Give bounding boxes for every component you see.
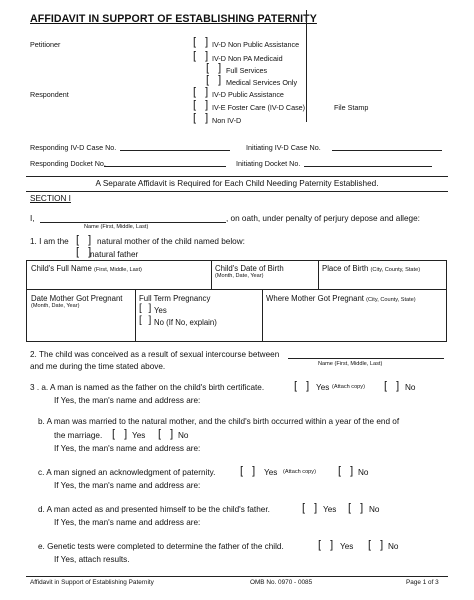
separate-affidavit-notice: A Separate Affidavit is Required for Each Child Needing Paternity Established. [95,179,379,188]
footer-omb-number: OMB No. 0970 - 0085 [250,579,313,586]
q1-natural-father: natural father [90,250,139,259]
q3a-attach: (Attach copy) [332,384,365,390]
q3c-text: c. A man signed an acknowledgment of paternity. [38,468,216,477]
section-heading: SECTION I [30,194,71,203]
full-term-no: No (If No, explain) [154,318,217,327]
q3a-ifyes: If Yes, the man's name and address are: [54,396,201,405]
q3b-ifyes: If Yes, the man's name and address are: [54,444,201,453]
table-col-divider-4 [262,289,263,342]
respondent-label: Respondent [30,90,69,99]
checkbox-q3c-yes[interactable]: [ ] [240,465,259,477]
q3d-text: d. A man acted as and presented himself to be the child's father. [38,505,270,514]
mother-preg-sub: (Month, Date, Year) [31,303,80,309]
checkbox-q3d-yes[interactable]: [ ] [302,502,321,514]
option-ivd-non-public: IV-D Non Public Assistance [212,40,300,49]
q2-name-field[interactable] [288,358,444,359]
q2-line1: 2. The child was conceived as a result of sexual intercourse between [30,350,280,359]
checkbox-q3b-yes[interactable]: [ ] [112,428,131,440]
full-term-yes: Yes [154,306,167,315]
responding-docket-field[interactable] [104,166,226,167]
q3b-no: No [178,431,189,440]
responding-case-label: Responding IV-D Case No. [30,143,117,152]
oath-text: , on oath, under penalty of perjury depose and allege: [226,214,420,223]
checkbox-ivd-public[interactable]: [ ] [193,86,212,98]
checkbox-q3b-no[interactable]: [ ] [158,428,177,440]
child-name-header: Child's Full Name (First, Middle, Last) [31,264,142,273]
checkbox-q3d-no[interactable]: [ ] [348,502,367,514]
where-preg-header: Where Mother Got Pregnant (City, County, State) [266,294,416,303]
q3e-no: No [388,542,399,551]
initiating-case-field[interactable] [332,150,442,151]
place-birth-header: Place of Birth (City, County, State) [322,264,421,273]
q3c-attach: (Attach copy) [283,469,316,475]
initiating-docket-label: Initiating Docket No. [236,159,301,168]
page-title: AFFIDAVIT IN SUPPORT OF ESTABLISHING PATERNITY [30,13,317,25]
title-divider [306,10,307,122]
q3a-yes: Yes [316,383,330,392]
checkbox-full-services[interactable]: [ ] [206,62,225,74]
checkbox-natural-mother[interactable]: [ ] [76,234,95,246]
option-ivd-public: IV-D Public Assistance [212,90,284,99]
option-ivd-non-pa-medicaid: IV-D Non PA Medicaid [212,54,283,63]
band-bottom-rule [26,191,448,192]
table-col-divider-1 [211,260,212,289]
q3e-ifyes: If Yes, attach results. [54,555,130,564]
checkbox-q3e-no[interactable]: [ ] [368,539,387,551]
q1-natural-mother: natural mother of the child named below: [97,237,245,246]
petitioner-label: Petitioner [30,40,61,49]
file-stamp-label: File Stamp [334,103,369,112]
q1-prefix: 1. I am the [30,237,69,246]
responding-case-field[interactable] [120,150,230,151]
band-top-rule [26,176,448,177]
affiant-name-field[interactable] [40,222,226,223]
footer-rule [26,576,448,577]
option-full-services: Full Services [226,66,268,75]
mother-preg-header: Date Mother Got Pregnant [31,294,123,303]
footer-form-name: Affidavit in Support of Establishing Paternity [30,579,154,586]
option-ive-foster: IV-E Foster Care (IV-D Case) [212,103,306,112]
initiating-docket-field[interactable] [304,166,432,167]
affiant-name-hint: Name (First, Middle, Last) [84,224,149,230]
checkbox-ivd-non-pa-medicaid[interactable]: [ ] [193,50,212,62]
table-col-divider-3 [135,289,136,342]
table-row-divider [26,289,447,290]
q3e-text: e. Genetic tests were completed to determine the father of the child. [38,542,284,551]
q3c-yes: Yes [264,468,278,477]
responding-docket-label: Responding Docket No. [30,159,106,168]
q3d-no: No [369,505,380,514]
q2-name-hint: Name (First, Middle, Last) [318,361,383,367]
q3b-line2: the marriage. [54,431,103,440]
q3b-yes: Yes [132,431,146,440]
q3c-ifyes: If Yes, the man's name and address are: [54,481,201,490]
checkbox-q3a-yes[interactable]: [ ] [294,380,313,392]
footer-page-number: Page 1 of 3 [406,579,439,586]
q3d-ifyes: If Yes, the man's name and address are: [54,518,201,527]
q3e-yes: Yes [340,542,354,551]
checkbox-q3c-no[interactable]: [ ] [338,465,357,477]
option-non-ivd: Non IV-D [212,116,242,125]
child-dob-header: Child's Date of Birth [215,264,284,273]
q3a-text: 3 . a. A man is named as the father on the child's birth certificate. [30,383,265,392]
q3a-no: No [405,383,416,392]
checkbox-full-term-no[interactable]: [ ] [139,315,154,326]
checkbox-medical-services-only[interactable]: [ ] [206,74,225,86]
q2-line2: and me during the time stated above. [30,362,166,371]
option-medical-services-only: Medical Services Only [226,78,298,87]
checkbox-q3e-yes[interactable]: [ ] [318,539,337,551]
checkbox-q3a-no[interactable]: [ ] [384,380,403,392]
child-dob-sub: (Month, Date, Year) [215,273,264,279]
q3b-line1: b. A man was married to the natural mother, and the child's birth occurred within a year of the end of [38,417,400,426]
full-term-header: Full Term Pregnancy [139,294,211,303]
q3c-no: No [358,468,369,477]
checkbox-non-ivd[interactable]: [ ] [193,112,212,124]
checkbox-ive-foster[interactable]: [ ] [193,99,212,111]
checkbox-full-term-yes[interactable]: [ ] [139,303,154,314]
oath-i: I, [30,214,35,223]
checkbox-natural-father[interactable]: [ ] [76,246,95,258]
table-col-divider-2 [318,260,319,289]
q3d-yes: Yes [323,505,337,514]
initiating-case-label: Initiating IV-D Case No. [246,143,321,152]
checkbox-ivd-non-public[interactable]: [ ] [193,36,212,48]
